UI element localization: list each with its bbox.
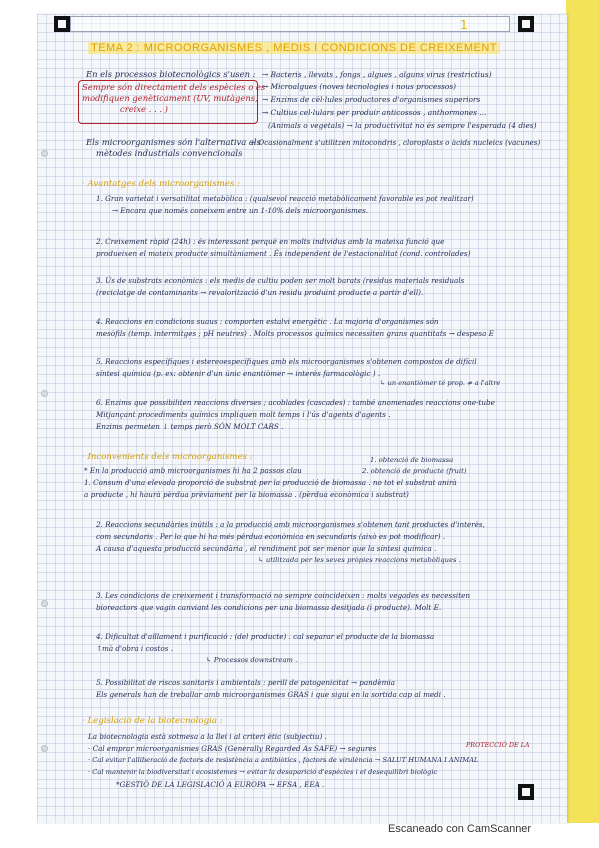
disadvantage-line: a producte , hi haurà pèrdua prèviament per la biomassa . (pèrdua econòmica i substrat) — [84, 490, 409, 499]
intro-right-line: → Bacteris , llevats , fongs , algues , alguns virus (restrictius) — [262, 70, 492, 79]
advantage-line: 1. Gran varietat i versatilitat metabòlica : (qualsevol reacció metabòlicament favorable es pot realitzar) — [96, 194, 474, 203]
disadvantage-line: ↑mà d'obra i costos . — [96, 644, 174, 653]
intro-left-line: En els processos biotecnològics s'usen : — [86, 69, 256, 79]
advantage-line: 4. Reaccions en condicions suaus : comporten estalvi energètic . La majoria d'organismes són — [96, 317, 439, 326]
alt-left-line: mètodes industrials convencionals — [96, 148, 243, 158]
section-heading-advantages: · Avantatges dels microorganismes : — [82, 179, 240, 189]
section-heading-legislation: · Legislació de la biotecnologia : — [82, 716, 223, 726]
advantage-line: 5. Reaccions específiques i estereoespecífiques amb els microorganismes s'obtenen compostos de difícil — [96, 357, 477, 366]
key-step: 2. obtenció de producte (fruit) — [362, 467, 467, 475]
section-heading-disadvantages: · Inconvenients dels microorganismes : — [82, 452, 253, 462]
advantage-line: síntesi química (p. ex: obtenir d'un únic enantiòmer → interès farmacològic ) . — [96, 369, 381, 378]
advantage-line: 2. Creixement ràpid (24h) : és interessant perquè en molts individus amb la mateixa funció que — [96, 237, 445, 246]
legislation-note: PROTECCIÓ DE LA — [466, 741, 530, 749]
disadvantage-line: 1. Consum d'una elevada proporció de substrat per la producció de biomassa . no tot el substrat anirà — [84, 478, 457, 487]
legislation-line: La biotecnologia està sotmesa a la llei i al criteri ètic (subjectiu) . — [88, 732, 327, 741]
disadvantage-line: com secundaris . Per lo que hi ha més pèrdua econòmica en secundaris (això es pot modificar) . — [96, 532, 446, 541]
alt-right-line: → Ocasionalment s'utilitzen mitocondris , cloroplasts o àcids nucleics (vacunes) — [250, 138, 541, 147]
advantage-line: 3. Ús de substrats econòmics : els medis de cultiu poden ser molt barats (residus materials residuals — [96, 276, 465, 285]
intro-right-line: → Enzims de cèl·lules productores d'organismes superiors — [262, 95, 481, 104]
advantage-line: mesòfils (temp. intermitges ; pH neutres) . Molts processos químics necessiten grans quantitats → despesa E — [96, 329, 494, 338]
alt-left-line: Els microorganismes són l'alternativa als — [86, 137, 261, 147]
legislation-line: *GESTIÓ DE LA LEGISLACIÓ A EUROPA → EFSA , EEA . — [116, 780, 325, 789]
advantage-line: Enzims permeten ↓ temps però SÓN MOLT CARS . — [96, 422, 284, 431]
intro-right-line: → Microalgues (noves tecnologies i nous processos) — [262, 82, 457, 91]
disadvantage-note: ↳ utilitzada per les seves pròpies reaccions metabòliques . — [258, 556, 461, 564]
advantage-note: ↳ un enantiòmer té prop. ≠ a l'altre — [380, 379, 501, 387]
corner-marker-bottom-right — [518, 784, 534, 800]
intro-left-line: creixe . . . ) — [120, 104, 168, 114]
disadvantage-line: 4. Dificultat d'aïllament i purificació : (del producte) . cal separar el producte de la biomassa — [96, 632, 435, 641]
scanner-footer: Escaneado con CamScanner — [388, 823, 532, 835]
advantage-line: produeixen el mateix producte simultàniament . És independent de l'estacionalitat (cond. controlades) — [96, 249, 471, 258]
legislation-line: · Cal mantenir la biodiversitat i ecosistemes → evitar la desaparició d'espècies i el desequilibri biològic — [88, 768, 438, 776]
intro-left-line: Sempre són directament dels espècies o es — [82, 82, 266, 92]
disadvantage-note: ↳ Processos downstream . — [206, 656, 298, 664]
advantage-line: Mitjançant procediments químics impliquen molt temps i l'ús d'agents d'agents . — [96, 410, 391, 419]
header-box — [70, 16, 510, 32]
page-number: 1 — [460, 18, 468, 32]
legislation-line: · Cal emprar microorganismes GRAS (Generally Regarded As SAFE) → segures — [88, 744, 377, 753]
disadvantage-line: bioreactors que vagin canviant les condicions per una biomassa desitjada (i producte). Molt E. — [96, 603, 442, 612]
advantage-line: 6. Enzims que possibiliten reaccions diverses ; acoblades (cascades) : també anomenades reaccions one-tube — [96, 398, 495, 407]
key-step: 1. obtenció de biomassa — [370, 456, 454, 464]
disadvantage-line: 5. Possibilitat de riscos sanitaris i ambientals : perill de patogenicitat → pandèmia — [96, 678, 396, 687]
page-title: TEMA 2 : MICROORGANISMES , MEDIS I CONDICIONS DE CREIXEMENT — [88, 42, 500, 54]
binder-edge — [566, 0, 599, 823]
advantage-line: → Encara que només coneixem entre un 1-10% dels microorganismes. — [112, 206, 369, 215]
corner-marker-top-left — [54, 16, 70, 32]
disadvantage-line: 3. Les condicions de creixement i transformació no sempre coincideixen : molts vegades es necessiten — [96, 591, 471, 600]
corner-marker-top-right — [518, 16, 534, 32]
punch-hole — [41, 600, 48, 607]
intro-right-line: (Animals o vegetals) → la productivitat no és sempre l'esperada (4 dies) — [268, 121, 537, 130]
intro-left-line: modifiquen genèticament (UV, mutàgens, — [82, 93, 258, 103]
punch-hole — [41, 390, 48, 397]
disadvantage-line: 2. Reaccions secundàries inútils : a la producció amb microorganismes s'obtenen tant productes d'interès, — [96, 520, 485, 529]
disadvantage-line: Els generals han de treballar amb microorganismes GRAS i que sigui en la sortida cap al medi . — [96, 690, 446, 699]
disadvantage-line: A causa d'aquesta producció secundària , el rendiment pot ser menor que la síntesi química . — [96, 544, 437, 553]
intro-right-line: → Cultius cel·lulars per produir anticossos , anthormones ... — [262, 108, 487, 117]
punch-hole — [41, 150, 48, 157]
key-steps-intro: * En la producció amb microorganismes hi ha 2 passos clau — [84, 466, 302, 475]
punch-hole — [41, 745, 48, 752]
legislation-line: · Cal evitar l'alliberació de factors de resistència a antibiòtics , factors de virulència → SALUT HUMANA I ANIMAL — [88, 756, 479, 764]
advantage-line: (reciclatge de contaminants → revalorització d'un residu produint producte a partir d'ell). — [96, 288, 424, 297]
